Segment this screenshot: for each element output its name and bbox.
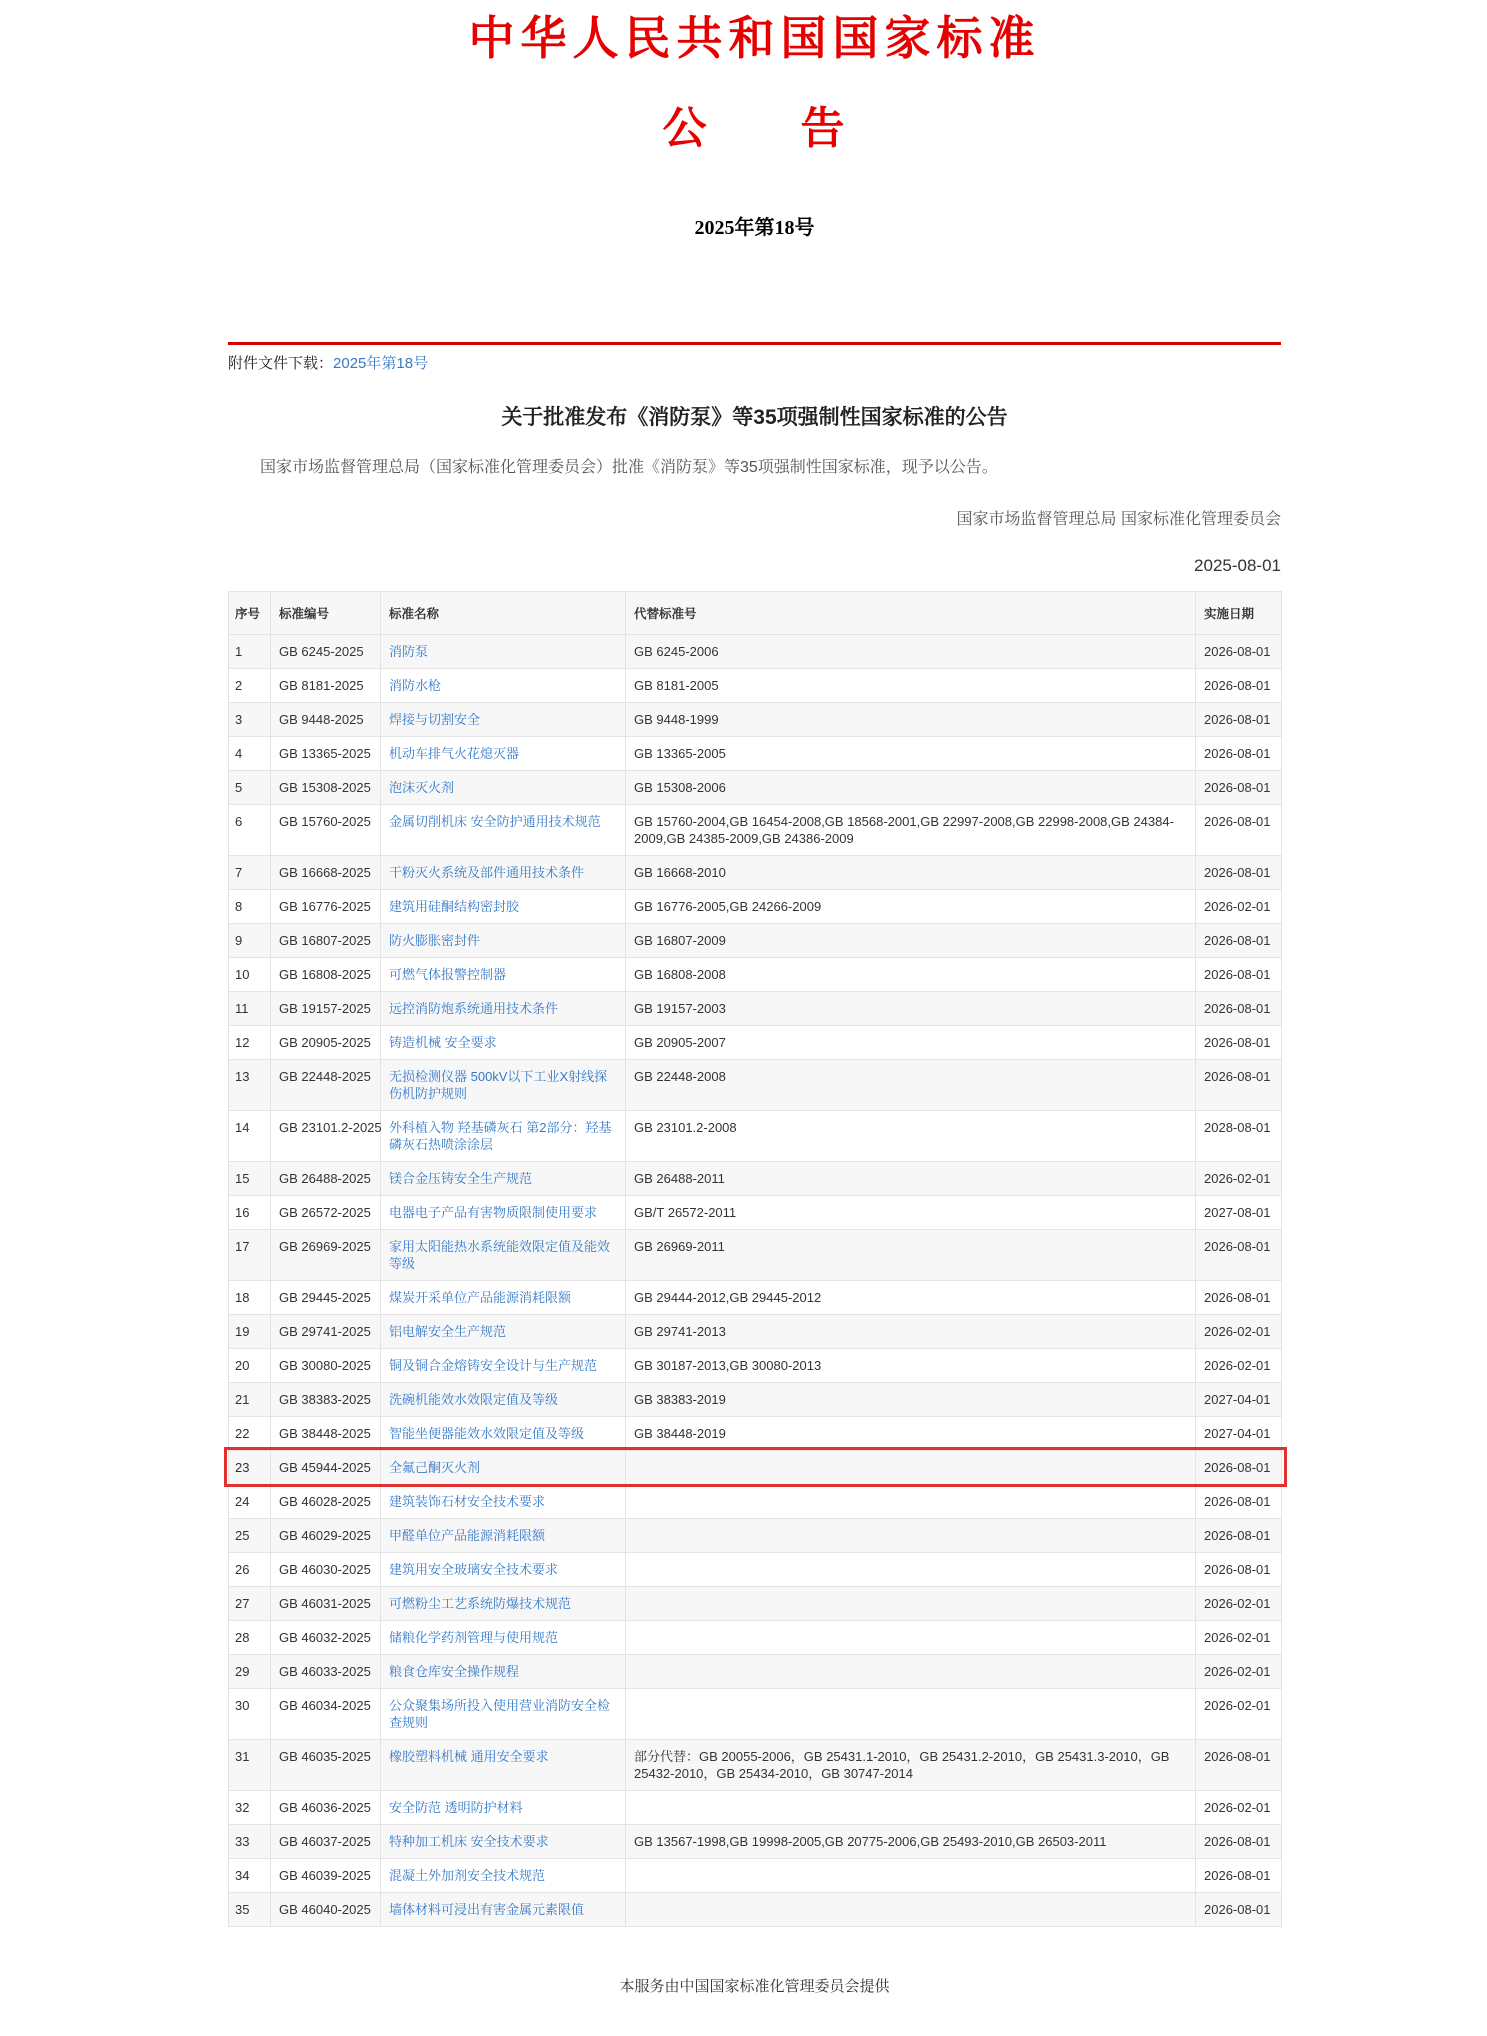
table-row: [229, 804, 1282, 855]
table-row: [229, 1161, 1282, 1195]
table-row: [229, 1654, 1282, 1688]
cell-replaces: GB 16776-2005,GB 24266-2009: [626, 889, 1196, 923]
cell-date: 2026-08-01: [1196, 1229, 1282, 1280]
table-row: [229, 923, 1282, 957]
cell-seq: 3: [229, 702, 271, 736]
cell-date: 2026-08-01: [1196, 855, 1282, 889]
cell-name: [381, 1739, 626, 1790]
cell-replaces: GB 6245-2006: [626, 634, 1196, 668]
cell-code: GB 46040-2025: [271, 1892, 381, 1926]
standards-table: [228, 591, 1282, 1927]
standard-name-link[interactable]: 外科植入物 羟基磷灰石 第2部分：羟基磷灰石热喷涂涂层: [389, 1119, 612, 1152]
cell-seq: 24: [229, 1484, 271, 1518]
table-row: [229, 668, 1282, 702]
standard-name-link[interactable]: 建筑用安全玻璃安全技术要求: [389, 1561, 559, 1577]
cell-name: [381, 957, 626, 991]
cell-date: 2027-04-01: [1196, 1416, 1282, 1450]
footer-text: 本服务由中国国家标准化管理委员会提供: [619, 1977, 890, 1995]
notice-title: 关于批准发布《消防泵》等35项强制性国家标准的公告: [501, 405, 1008, 429]
cell-code: GB 46034-2025: [271, 1688, 381, 1739]
table-row: [229, 1739, 1282, 1790]
cell-replaces: GB 9448-1999: [626, 702, 1196, 736]
cell-code: GB 46031-2025: [271, 1586, 381, 1620]
cell-seq: 27: [229, 1586, 271, 1620]
table-row: [229, 957, 1282, 991]
cell-code: GB 46028-2025: [271, 1484, 381, 1518]
standard-name-link[interactable]: 铝电解安全生产规范: [389, 1323, 507, 1339]
table-row: [229, 736, 1282, 770]
cell-code: GB 46032-2025: [271, 1620, 381, 1654]
cell-code: GB 30080-2025: [271, 1348, 381, 1382]
cell-replaces: [626, 1620, 1196, 1654]
cell-seq: 8: [229, 889, 271, 923]
cell-name: [381, 1484, 626, 1518]
table-row: [229, 1416, 1282, 1450]
cell-name: [381, 1688, 626, 1739]
cell-code: GB 16668-2025: [271, 855, 381, 889]
standard-name-link[interactable]: 消防泵: [389, 643, 429, 659]
cell-date: 2027-08-01: [1196, 1195, 1282, 1229]
standard-name-link[interactable]: 可燃气体报警控制器: [389, 966, 507, 982]
attachment-download-link[interactable]: 2025年第18号: [333, 354, 429, 372]
cell-replaces: [626, 1892, 1196, 1926]
cell-replaces: GB 13365-2005: [626, 736, 1196, 770]
standard-name-link[interactable]: 远控消防炮系统通用技术条件: [389, 1000, 559, 1016]
table-row: [229, 1858, 1282, 1892]
cell-name: [381, 1229, 626, 1280]
cell-date: 2026-08-01: [1196, 1025, 1282, 1059]
standard-name-link[interactable]: 干粉灭火系统及部件通用技术条件: [389, 864, 585, 880]
cell-replaces: [626, 1654, 1196, 1688]
standard-name-link[interactable]: 可燃粉尘工艺系统防爆技术规范: [389, 1595, 572, 1611]
cell-replaces: GB 16668-2010: [626, 855, 1196, 889]
cell-code: GB 16776-2025: [271, 889, 381, 923]
cell-replaces: GB 16807-2009: [626, 923, 1196, 957]
cell-name: [381, 668, 626, 702]
cell-code: GB 46030-2025: [271, 1552, 381, 1586]
cell-name: [381, 1382, 626, 1416]
cell-seq: 4: [229, 736, 271, 770]
standard-name-link[interactable]: 无损检测仪器 500kV以下工业X射线探伤机防护规则: [389, 1068, 608, 1101]
cell-replaces: [626, 1688, 1196, 1739]
cell-seq: 7: [229, 855, 271, 889]
standard-name-link[interactable]: 粮食仓库安全操作规程: [389, 1663, 520, 1679]
standard-name-link[interactable]: 煤炭开采单位产品能源消耗限额: [389, 1289, 572, 1305]
standard-name-link[interactable]: 混凝土外加剂安全技术规范: [389, 1867, 546, 1883]
cell-date: 2028-08-01: [1196, 1110, 1282, 1161]
cell-date: 2026-08-01: [1196, 634, 1282, 668]
cell-replaces: GB 30187-2013,GB 30080-2013: [626, 1348, 1196, 1382]
cell-date: 2026-08-01: [1196, 804, 1282, 855]
cell-code: GB 46029-2025: [271, 1518, 381, 1552]
cell-replaces: [626, 1450, 1196, 1484]
cell-seq: 15: [229, 1161, 271, 1195]
cell-seq: 18: [229, 1280, 271, 1314]
cell-code: GB 46035-2025: [271, 1739, 381, 1790]
table-row: [229, 1314, 1282, 1348]
cell-date: 2026-02-01: [1196, 1654, 1282, 1688]
table-row: [229, 1790, 1282, 1824]
table-row: [229, 1382, 1282, 1416]
cell-replaces: GB 16808-2008: [626, 957, 1196, 991]
cell-name: [381, 1892, 626, 1926]
cell-replaces: [626, 1552, 1196, 1586]
cell-date: 2026-02-01: [1196, 1161, 1282, 1195]
cell-date: 2026-02-01: [1196, 1314, 1282, 1348]
standard-name-link[interactable]: 焊接与切割安全: [389, 711, 481, 727]
standard-name-link[interactable]: 甲醛单位产品能源消耗限额: [389, 1527, 546, 1543]
table-header-row: [229, 591, 1282, 634]
cell-code: GB 15760-2025: [271, 804, 381, 855]
cell-code: GB 38448-2025: [271, 1416, 381, 1450]
cell-name: [381, 804, 626, 855]
table-row: [229, 1518, 1282, 1552]
issue-date: 2025-08-01: [1194, 555, 1281, 575]
table-row: [229, 1688, 1282, 1739]
cell-seq: 25: [229, 1518, 271, 1552]
cell-seq: 11: [229, 991, 271, 1025]
cell-seq: 14: [229, 1110, 271, 1161]
cell-code: GB 46037-2025: [271, 1824, 381, 1858]
table-row: [229, 1552, 1282, 1586]
cell-name: [381, 1348, 626, 1382]
cell-code: GB 8181-2025: [271, 668, 381, 702]
cell-name: [381, 923, 626, 957]
cell-replaces: GB 29444-2012,GB 29445-2012: [626, 1280, 1196, 1314]
cell-date: 2026-08-01: [1196, 1739, 1282, 1790]
cell-replaces: 部分代替：GB 20055-2006，GB 25431.1-2010，GB 25431.2-2010，GB 25431.3-2010，GB 25432-2010，GB 25434-2010，GB 30747-2014: [626, 1739, 1196, 1790]
table-row: [229, 1110, 1282, 1161]
cell-date: 2026-08-01: [1196, 1450, 1282, 1484]
standard-name-link[interactable]: 公众聚集场所投入使用营业消防安全检查规则: [389, 1697, 611, 1730]
cell-code: GB 16807-2025: [271, 923, 381, 957]
table-row: [229, 855, 1282, 889]
cell-seq: 26: [229, 1552, 271, 1586]
cell-date: 2026-08-01: [1196, 1280, 1282, 1314]
cell-code: GB 9448-2025: [271, 702, 381, 736]
cell-name: [381, 1110, 626, 1161]
cell-seq: 32: [229, 1790, 271, 1824]
cell-replaces: GB 38383-2019: [626, 1382, 1196, 1416]
issue-number: 2025年第18号: [694, 216, 815, 239]
standard-name-link[interactable]: 机动车排气火花熄灭器: [389, 745, 520, 761]
cell-date: 2026-08-01: [1196, 1059, 1282, 1110]
cell-code: GB 29741-2025: [271, 1314, 381, 1348]
table-row: [229, 1195, 1282, 1229]
notice-body: 国家市场监督管理总局（国家标准化管理委员会）批准《消防泵》等35项强制性国家标准，现予以公告。: [260, 458, 998, 476]
cell-date: 2026-02-01: [1196, 1688, 1282, 1739]
table-row: [229, 1280, 1282, 1314]
table-row: [229, 1484, 1282, 1518]
standard-name-link[interactable]: 安全防范 透明防护材料: [389, 1799, 523, 1815]
cell-replaces: [626, 1858, 1196, 1892]
table-row: [229, 1025, 1282, 1059]
page-container: [228, 0, 1281, 2036]
cell-code: GB 16808-2025: [271, 957, 381, 991]
table-row: [229, 1450, 1282, 1484]
cell-replaces: GB 15760-2004,GB 16454-2008,GB 18568-2001,GB 22997-2008,GB 22998-2008,GB 24384-2009,GB 24385-2009,GB 24386-2009: [626, 804, 1196, 855]
cell-name: [381, 1195, 626, 1229]
standard-name-link[interactable]: 建筑装饰石材安全技术要求: [389, 1493, 546, 1509]
standard-name-link[interactable]: 铸造机械 安全要求: [389, 1034, 497, 1050]
cell-seq: 5: [229, 770, 271, 804]
cell-name: [381, 1586, 626, 1620]
cell-replaces: [626, 1484, 1196, 1518]
cell-code: GB 26488-2025: [271, 1161, 381, 1195]
cell-date: 2026-08-01: [1196, 991, 1282, 1025]
table-row: [229, 634, 1282, 668]
cell-seq: 30: [229, 1688, 271, 1739]
cell-date: 2026-08-01: [1196, 1858, 1282, 1892]
col-header-name: 标准名称: [381, 591, 626, 634]
cell-replaces: GB 20905-2007: [626, 1025, 1196, 1059]
cell-date: 2026-08-01: [1196, 1484, 1282, 1518]
cell-date: 2026-02-01: [1196, 1620, 1282, 1654]
cell-replaces: GB 19157-2003: [626, 991, 1196, 1025]
table-row: [229, 991, 1282, 1025]
cell-name: [381, 1824, 626, 1858]
cell-seq: 16: [229, 1195, 271, 1229]
cell-name: [381, 1518, 626, 1552]
cell-replaces: GB 38448-2019: [626, 1416, 1196, 1450]
cell-seq: 10: [229, 957, 271, 991]
cell-seq: 29: [229, 1654, 271, 1688]
cell-date: 2026-08-01: [1196, 736, 1282, 770]
cell-code: GB 26969-2025: [271, 1229, 381, 1280]
standard-name-link[interactable]: 防火膨胀密封件: [389, 932, 481, 948]
cell-replaces: [626, 1586, 1196, 1620]
standard-name-link[interactable]: 建筑用硅酮结构密封胶: [389, 898, 520, 914]
standard-name-link[interactable]: 全氟己酮灭火剂: [389, 1459, 481, 1475]
page-title: 中华人民共和国国家标准: [468, 13, 1041, 64]
table-row: [229, 1586, 1282, 1620]
cell-seq: 33: [229, 1824, 271, 1858]
cell-seq: 21: [229, 1382, 271, 1416]
cell-code: GB 15308-2025: [271, 770, 381, 804]
cell-replaces: [626, 1518, 1196, 1552]
cell-seq: 13: [229, 1059, 271, 1110]
standard-name-link[interactable]: 洗碗机能效水效限定值及等级: [389, 1391, 559, 1407]
cell-seq: 31: [229, 1739, 271, 1790]
cell-code: GB 23101.2-2025: [271, 1110, 381, 1161]
cell-name: [381, 702, 626, 736]
cell-seq: 22: [229, 1416, 271, 1450]
cell-replaces: GB 13567-1998,GB 19998-2005,GB 20775-2006,GB 25493-2010,GB 26503-2011: [626, 1824, 1196, 1858]
cell-seq: 35: [229, 1892, 271, 1926]
standard-name-link[interactable]: 金属切削机床 安全防护通用技术规范: [389, 813, 601, 829]
standards-table-body: [229, 634, 1282, 1926]
cell-code: GB 22448-2025: [271, 1059, 381, 1110]
cell-replaces: GB 23101.2-2008: [626, 1110, 1196, 1161]
col-header-replaces: 代替标准号: [626, 591, 1196, 634]
standard-name-link[interactable]: 智能坐便器能效水效限定值及等级: [389, 1425, 585, 1441]
col-header-date: 实施日期: [1196, 591, 1282, 634]
cell-name: [381, 1552, 626, 1586]
cell-date: 2026-08-01: [1196, 957, 1282, 991]
cell-replaces: GB 8181-2005: [626, 668, 1196, 702]
cell-date: 2026-02-01: [1196, 889, 1282, 923]
cell-seq: 19: [229, 1314, 271, 1348]
cell-seq: 9: [229, 923, 271, 957]
cell-name: [381, 1450, 626, 1484]
cell-name: [381, 1025, 626, 1059]
cell-code: GB 19157-2025: [271, 991, 381, 1025]
table-row: [229, 1824, 1282, 1858]
cell-code: GB 46039-2025: [271, 1858, 381, 1892]
table-row: [229, 1620, 1282, 1654]
cell-code: GB 29445-2025: [271, 1280, 381, 1314]
table-row: [229, 702, 1282, 736]
cell-date: 2026-02-01: [1196, 1586, 1282, 1620]
cell-date: 2026-08-01: [1196, 668, 1282, 702]
cell-code: GB 38383-2025: [271, 1382, 381, 1416]
standard-name-link[interactable]: 储粮化学药剂管理与使用规范: [389, 1629, 559, 1645]
cell-name: [381, 1790, 626, 1824]
cell-replaces: GB 15308-2006: [626, 770, 1196, 804]
cell-replaces: GB 26488-2011: [626, 1161, 1196, 1195]
cell-seq: 2: [229, 668, 271, 702]
cell-replaces: GB 26969-2011: [626, 1229, 1196, 1280]
cell-date: 2026-08-01: [1196, 923, 1282, 957]
cell-seq: 34: [229, 1858, 271, 1892]
cell-date: 2026-08-01: [1196, 702, 1282, 736]
cell-name: [381, 770, 626, 804]
cell-date: 2026-08-01: [1196, 1892, 1282, 1926]
cell-code: GB 46033-2025: [271, 1654, 381, 1688]
cell-replaces: GB/T 26572-2011: [626, 1195, 1196, 1229]
cell-name: [381, 1280, 626, 1314]
table-row: [229, 770, 1282, 804]
cell-date: 2026-08-01: [1196, 1824, 1282, 1858]
cell-code: GB 26572-2025: [271, 1195, 381, 1229]
table-row: [229, 1229, 1282, 1280]
standard-name-link[interactable]: 墙体材料可浸出有害金属元素限值: [389, 1901, 585, 1917]
issuer-signature: 国家市场监督管理总局 国家标准化管理委员会: [956, 510, 1281, 528]
cell-name: [381, 855, 626, 889]
cell-date: 2026-02-01: [1196, 1790, 1282, 1824]
cell-name: [381, 1620, 626, 1654]
cell-name: [381, 991, 626, 1025]
standard-name-link[interactable]: 特种加工机床 安全技术要求: [389, 1833, 549, 1849]
cell-seq: 1: [229, 634, 271, 668]
col-header-seq: 序号: [229, 591, 271, 634]
cell-code: GB 6245-2025: [271, 634, 381, 668]
cell-code: GB 20905-2025: [271, 1025, 381, 1059]
cell-replaces: [626, 1790, 1196, 1824]
cell-name: [381, 1416, 626, 1450]
cell-date: 2027-04-01: [1196, 1382, 1282, 1416]
standard-name-link[interactable]: 家用太阳能热水系统能效限定值及能效等级: [389, 1238, 611, 1271]
cell-date: 2026-02-01: [1196, 1348, 1282, 1382]
cell-name: [381, 889, 626, 923]
cell-name: [381, 1314, 626, 1348]
standard-name-link[interactable]: 橡胶塑料机械 通用安全要求: [389, 1748, 549, 1764]
col-header-code: 标准编号: [271, 591, 381, 634]
cell-seq: 23: [229, 1450, 271, 1484]
cell-name: [381, 736, 626, 770]
cell-code: GB 13365-2025: [271, 736, 381, 770]
announcement-title: 公 告: [662, 103, 847, 153]
cell-name: [381, 634, 626, 668]
standard-name-link[interactable]: 泡沫灭火剂: [389, 779, 455, 795]
table-row: [229, 889, 1282, 923]
table-row: [229, 1892, 1282, 1926]
cell-replaces: GB 22448-2008: [626, 1059, 1196, 1110]
attachment-row: [228, 345, 1281, 373]
cell-name: [381, 1059, 626, 1110]
table-row: [229, 1348, 1282, 1382]
table-row: [229, 1059, 1282, 1110]
standard-name-link[interactable]: 铜及铜合金熔铸安全设计与生产规范: [389, 1357, 598, 1373]
cell-code: GB 46036-2025: [271, 1790, 381, 1824]
cell-date: 2026-08-01: [1196, 1552, 1282, 1586]
cell-seq: 12: [229, 1025, 271, 1059]
cell-seq: 6: [229, 804, 271, 855]
standard-name-link[interactable]: 镁合金压铸安全生产规范: [389, 1170, 533, 1186]
standard-name-link[interactable]: 消防水枪: [389, 677, 442, 693]
cell-seq: 17: [229, 1229, 271, 1280]
standard-name-link[interactable]: 电器电子产品有害物质限制使用要求: [389, 1204, 598, 1220]
cell-seq: 28: [229, 1620, 271, 1654]
cell-name: [381, 1858, 626, 1892]
cell-date: 2026-08-01: [1196, 770, 1282, 804]
cell-date: 2026-08-01: [1196, 1518, 1282, 1552]
cell-seq: 20: [229, 1348, 271, 1382]
attachment-label: 附件文件下载：: [228, 354, 334, 372]
cell-code: GB 45944-2025: [271, 1450, 381, 1484]
cell-name: [381, 1161, 626, 1195]
cell-name: [381, 1654, 626, 1688]
cell-replaces: GB 29741-2013: [626, 1314, 1196, 1348]
